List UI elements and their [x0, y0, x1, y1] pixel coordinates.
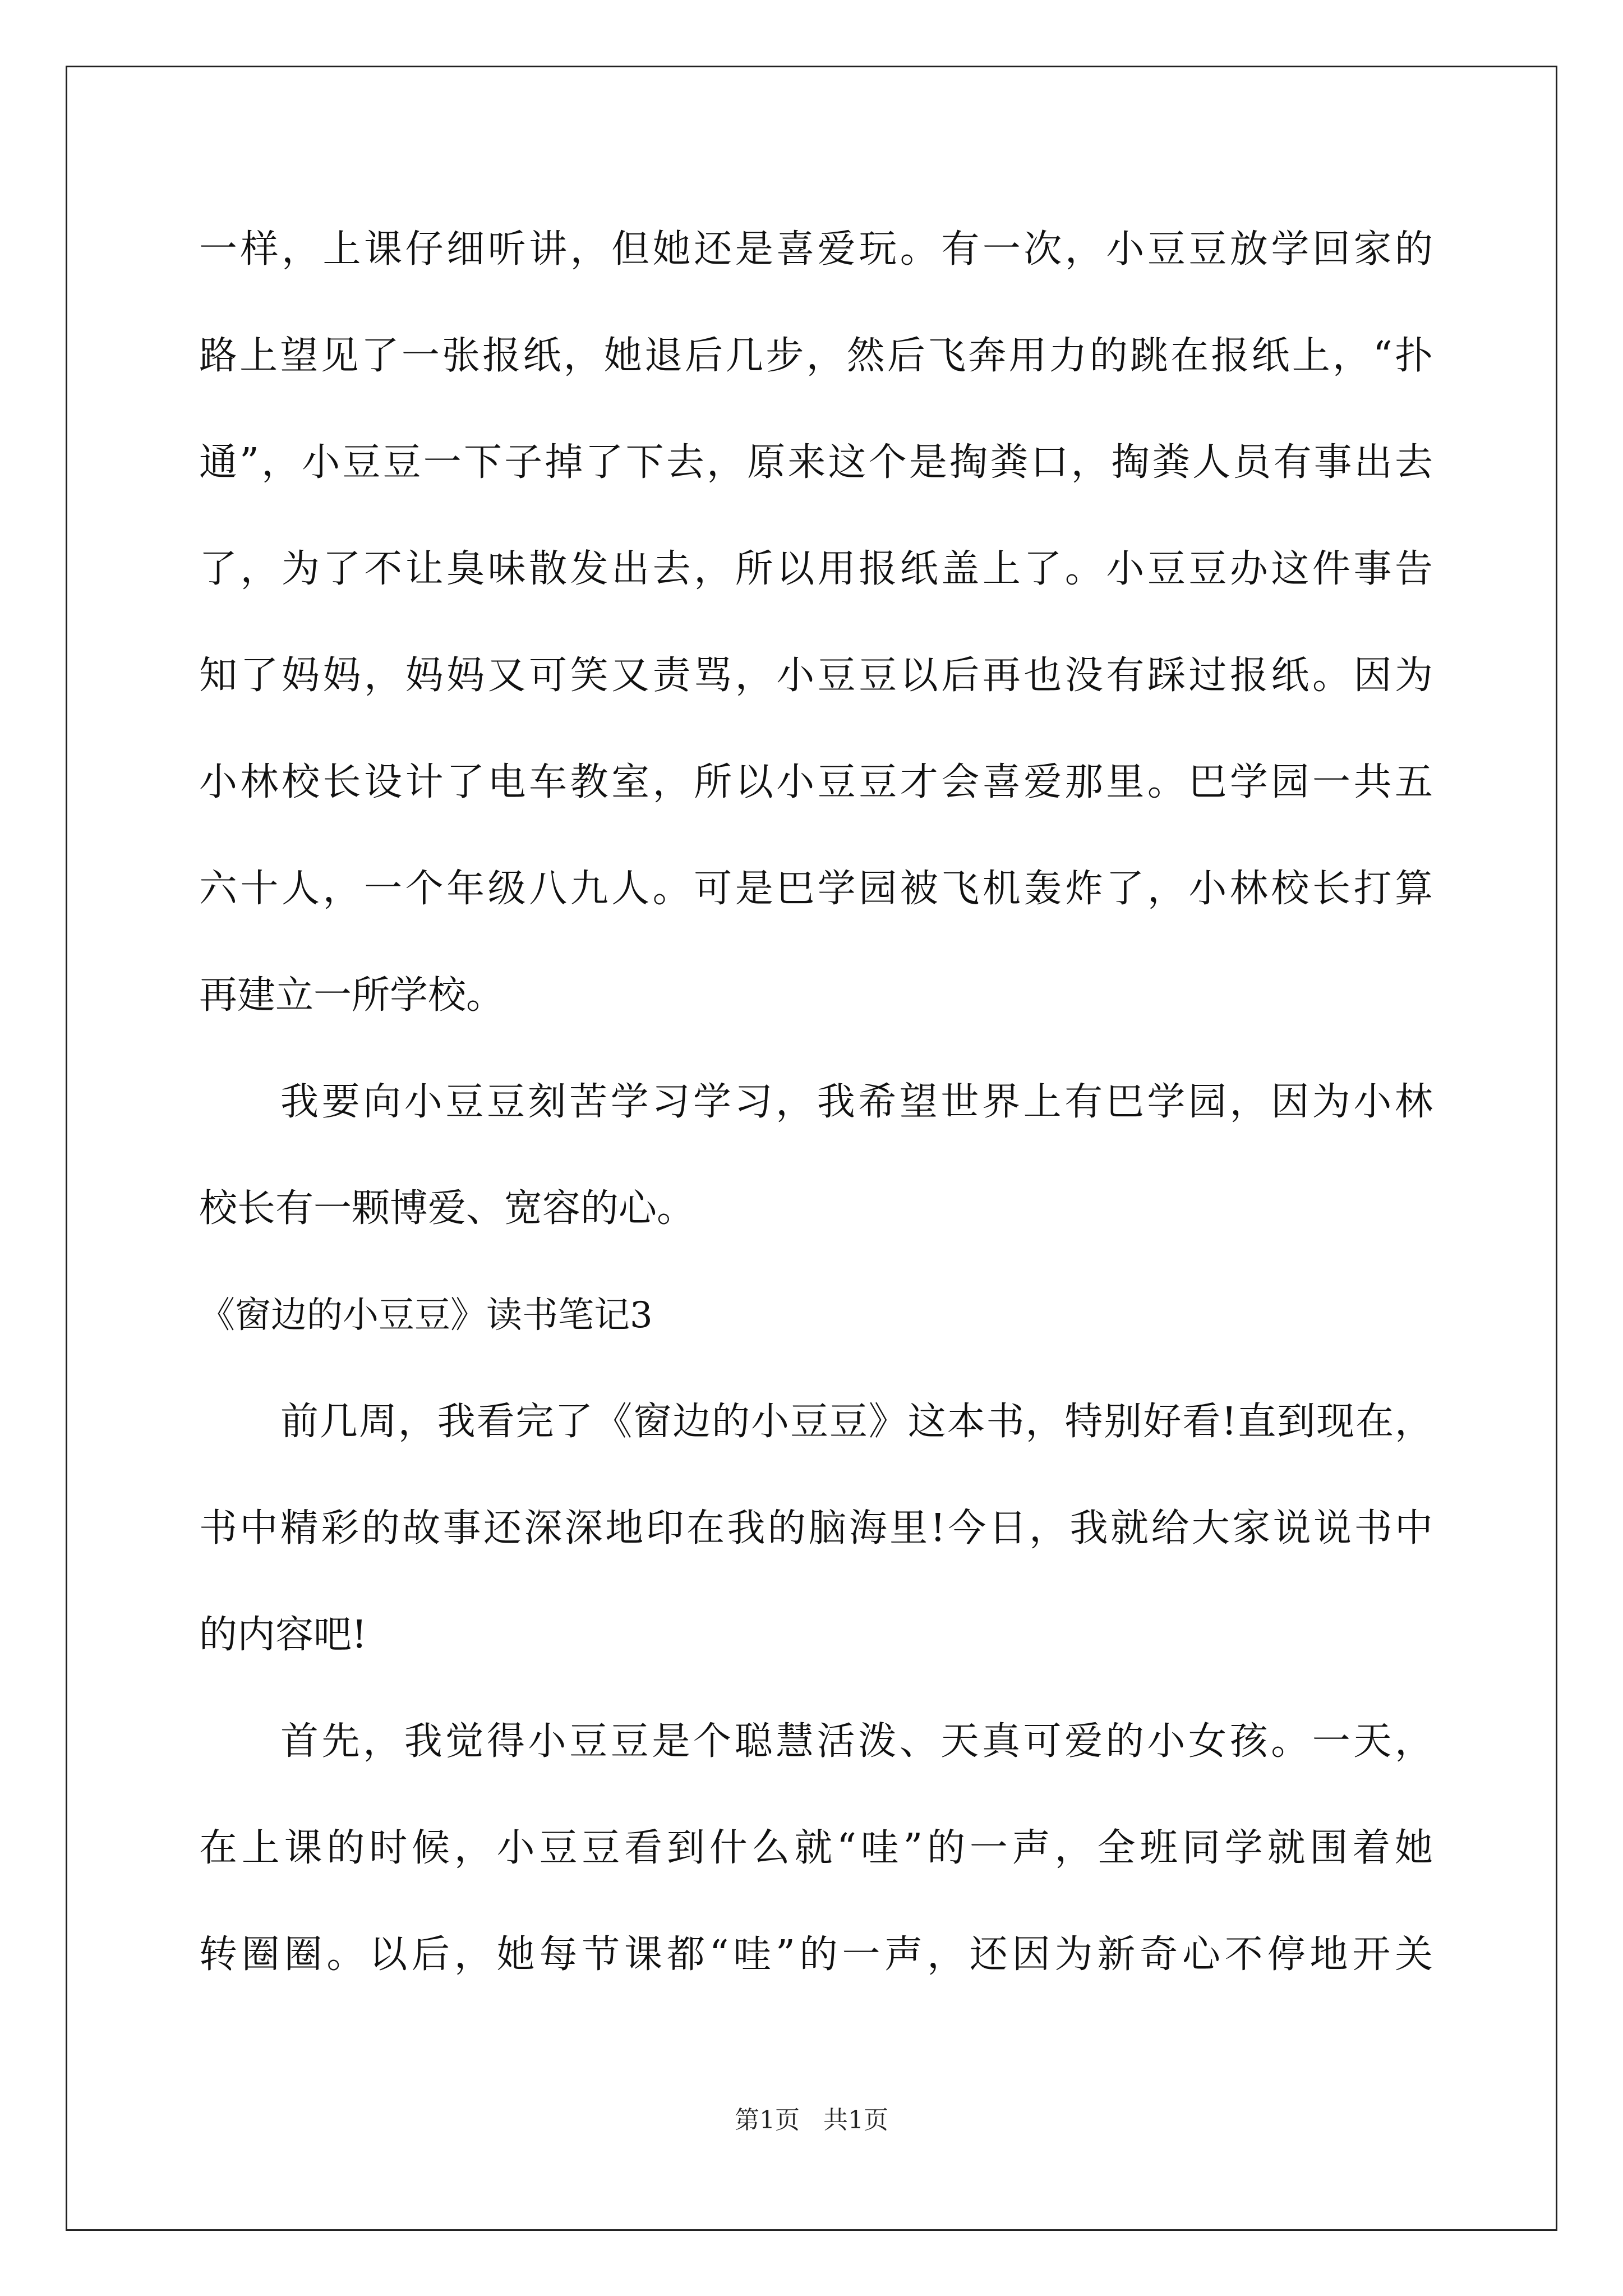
paragraph-line: 校长有一颗博爱、宽容的心。 — [199, 1186, 695, 1231]
section-title: 《窗边的小豆豆》读书笔记3 — [199, 1295, 653, 1336]
paragraph-line: 路上望见了一张报纸，她退后几步，然后飞奔用力的跳在报纸上，“扑 — [199, 334, 1433, 378]
paragraph-line: 我要向小豆豆刻苦学习学习，我希望世界上有巴学园，因为小林 — [280, 1080, 1433, 1124]
paragraph-line: 知了妈妈，妈妈又可笑又责骂，小豆豆以后再也没有踩过报纸。因为 — [199, 654, 1433, 698]
paragraph-line: 前几周，我看完了《窗边的小豆豆》这本书，特别好看!直到现在， — [280, 1400, 1433, 1444]
paragraph-line: 通”，小豆豆一下子掉了下去，原来这个是掏粪口，掏粪人员有事出去 — [199, 440, 1433, 485]
paragraph-line: 在上课的时候，小豆豆看到什么就“哇”的一声，全班同学就围着她 — [199, 1826, 1433, 1870]
paragraph-line: 转圈圈。以后，她每节课都“哇”的一声，还因为新奇心不停地开关 — [199, 1932, 1433, 1977]
paragraph-line: 书中精彩的故事还深深地印在我的脑海里!今日，我就给大家说说书中 — [199, 1506, 1433, 1550]
paragraph-line: 首先，我觉得小豆豆是个聪慧活泼、天真可爱的小女孩。一天， — [280, 1719, 1433, 1764]
paragraph-line: 的内容吧! — [199, 1613, 367, 1657]
paragraph-line: 一样，上课仔细听讲，但她还是喜爱玩。有一次，小豆豆放学回家的 — [199, 227, 1433, 272]
paragraph-line: 了，为了不让臭味散发出去，所以用报纸盖上了。小豆豆办这件事告 — [199, 547, 1433, 591]
paragraph-line: 小林校长设计了电车教室，所以小豆豆才会喜爱那里。巴学园一共五 — [199, 760, 1433, 804]
page-number-footer: 第1页 共1页 — [735, 2106, 888, 2134]
paragraph-line: 六十人，一个年级八九人。可是巴学园被飞机轰炸了，小林校长打算 — [199, 867, 1433, 911]
document-body — [199, 210, 1433, 2022]
paragraph-line: 再建立一所学校。 — [199, 973, 505, 1018]
